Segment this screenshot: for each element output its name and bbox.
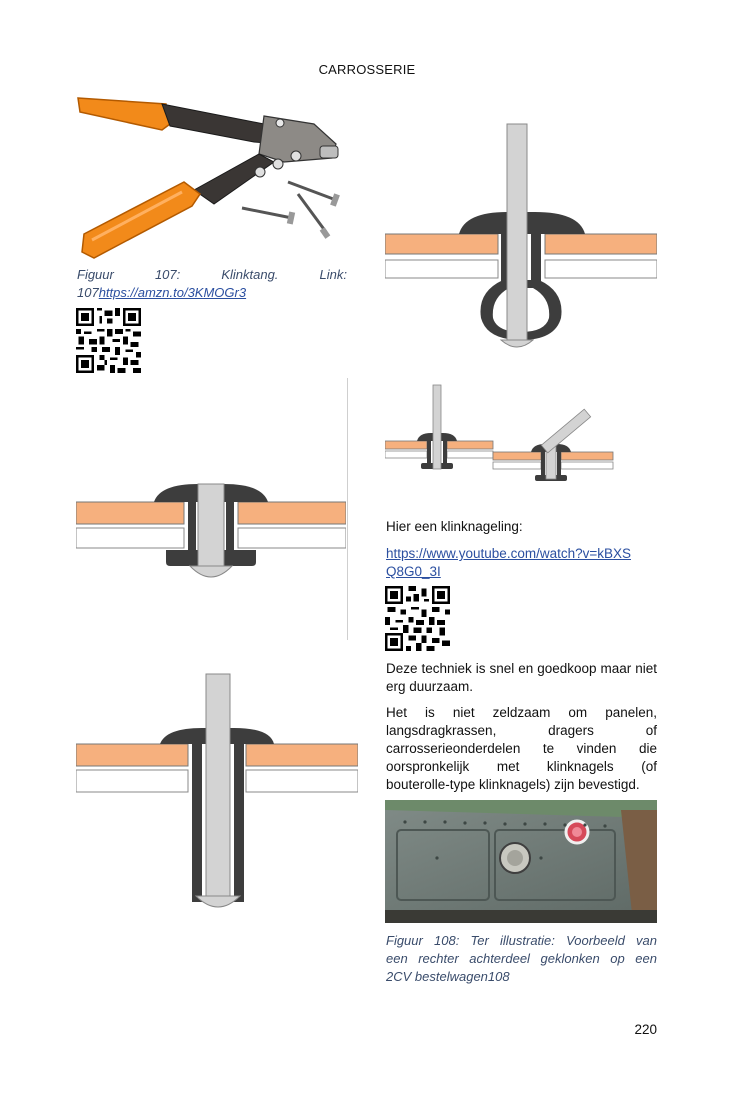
video-intro-text: Hier een klinknageling:	[386, 519, 523, 534]
paragraph-line: Het is niet zeldzaam om panelen,	[386, 705, 657, 720]
figure-107-caption-line1	[77, 266, 347, 284]
paragraph-line: bouterolle-type klinknagels) zijn bevestigd.	[386, 777, 640, 792]
caption-word: Figuur	[77, 267, 114, 282]
caption-line: Figuur 108: Ter illustratie: Voorbeeld van	[386, 933, 657, 948]
page-header: CARROSSERIE	[318, 62, 416, 77]
page-number: 220	[634, 1022, 657, 1037]
figure-107-caption-line2	[77, 284, 347, 302]
caption-line: 2CV bestelwagen108	[386, 969, 510, 984]
riveted-panel-photo	[385, 800, 657, 923]
figure-107-caption	[77, 266, 347, 302]
rivet-stages-diagram	[385, 383, 615, 487]
paragraph-line: oorspronkelijk met klinknagels (of	[386, 759, 657, 774]
paragraph-line: langsdragkrassen, dragers of	[386, 723, 657, 738]
figure-107-link[interactable]: https://amzn.to/3KMOGr3	[98, 285, 247, 300]
rivet-tool-illustration	[74, 94, 346, 264]
paragraph-technique: Deze techniek is snel en goedkoop maar niet erg duurzaam.	[386, 661, 657, 694]
rivet-before-pull-diagram	[76, 672, 358, 912]
column-divider	[347, 378, 348, 640]
caption-word: 107:	[154, 267, 181, 282]
paragraph-line: carrosserieonderdelen te vinden die	[386, 741, 657, 756]
youtube-link-line2[interactable]: Q8G0_3I	[386, 564, 441, 579]
paragraph-panels	[386, 704, 657, 794]
qr-code-youtube	[385, 586, 450, 651]
set-rivet-diagram	[76, 470, 346, 590]
youtube-link[interactable]	[386, 545, 657, 581]
youtube-link-line1[interactable]: https://www.youtube.com/watch?v=kBXS	[386, 546, 631, 561]
figure-108-caption	[386, 932, 657, 986]
caption-footnote-number: 107	[77, 285, 99, 300]
caption-word: Link:	[319, 267, 347, 282]
caption-word: Klinktang.	[221, 267, 279, 282]
rivet-cross-section-diagram	[385, 120, 657, 352]
qr-code-amazon	[76, 308, 141, 373]
caption-line: een rechter achterdeel geklonken op een	[386, 951, 657, 966]
